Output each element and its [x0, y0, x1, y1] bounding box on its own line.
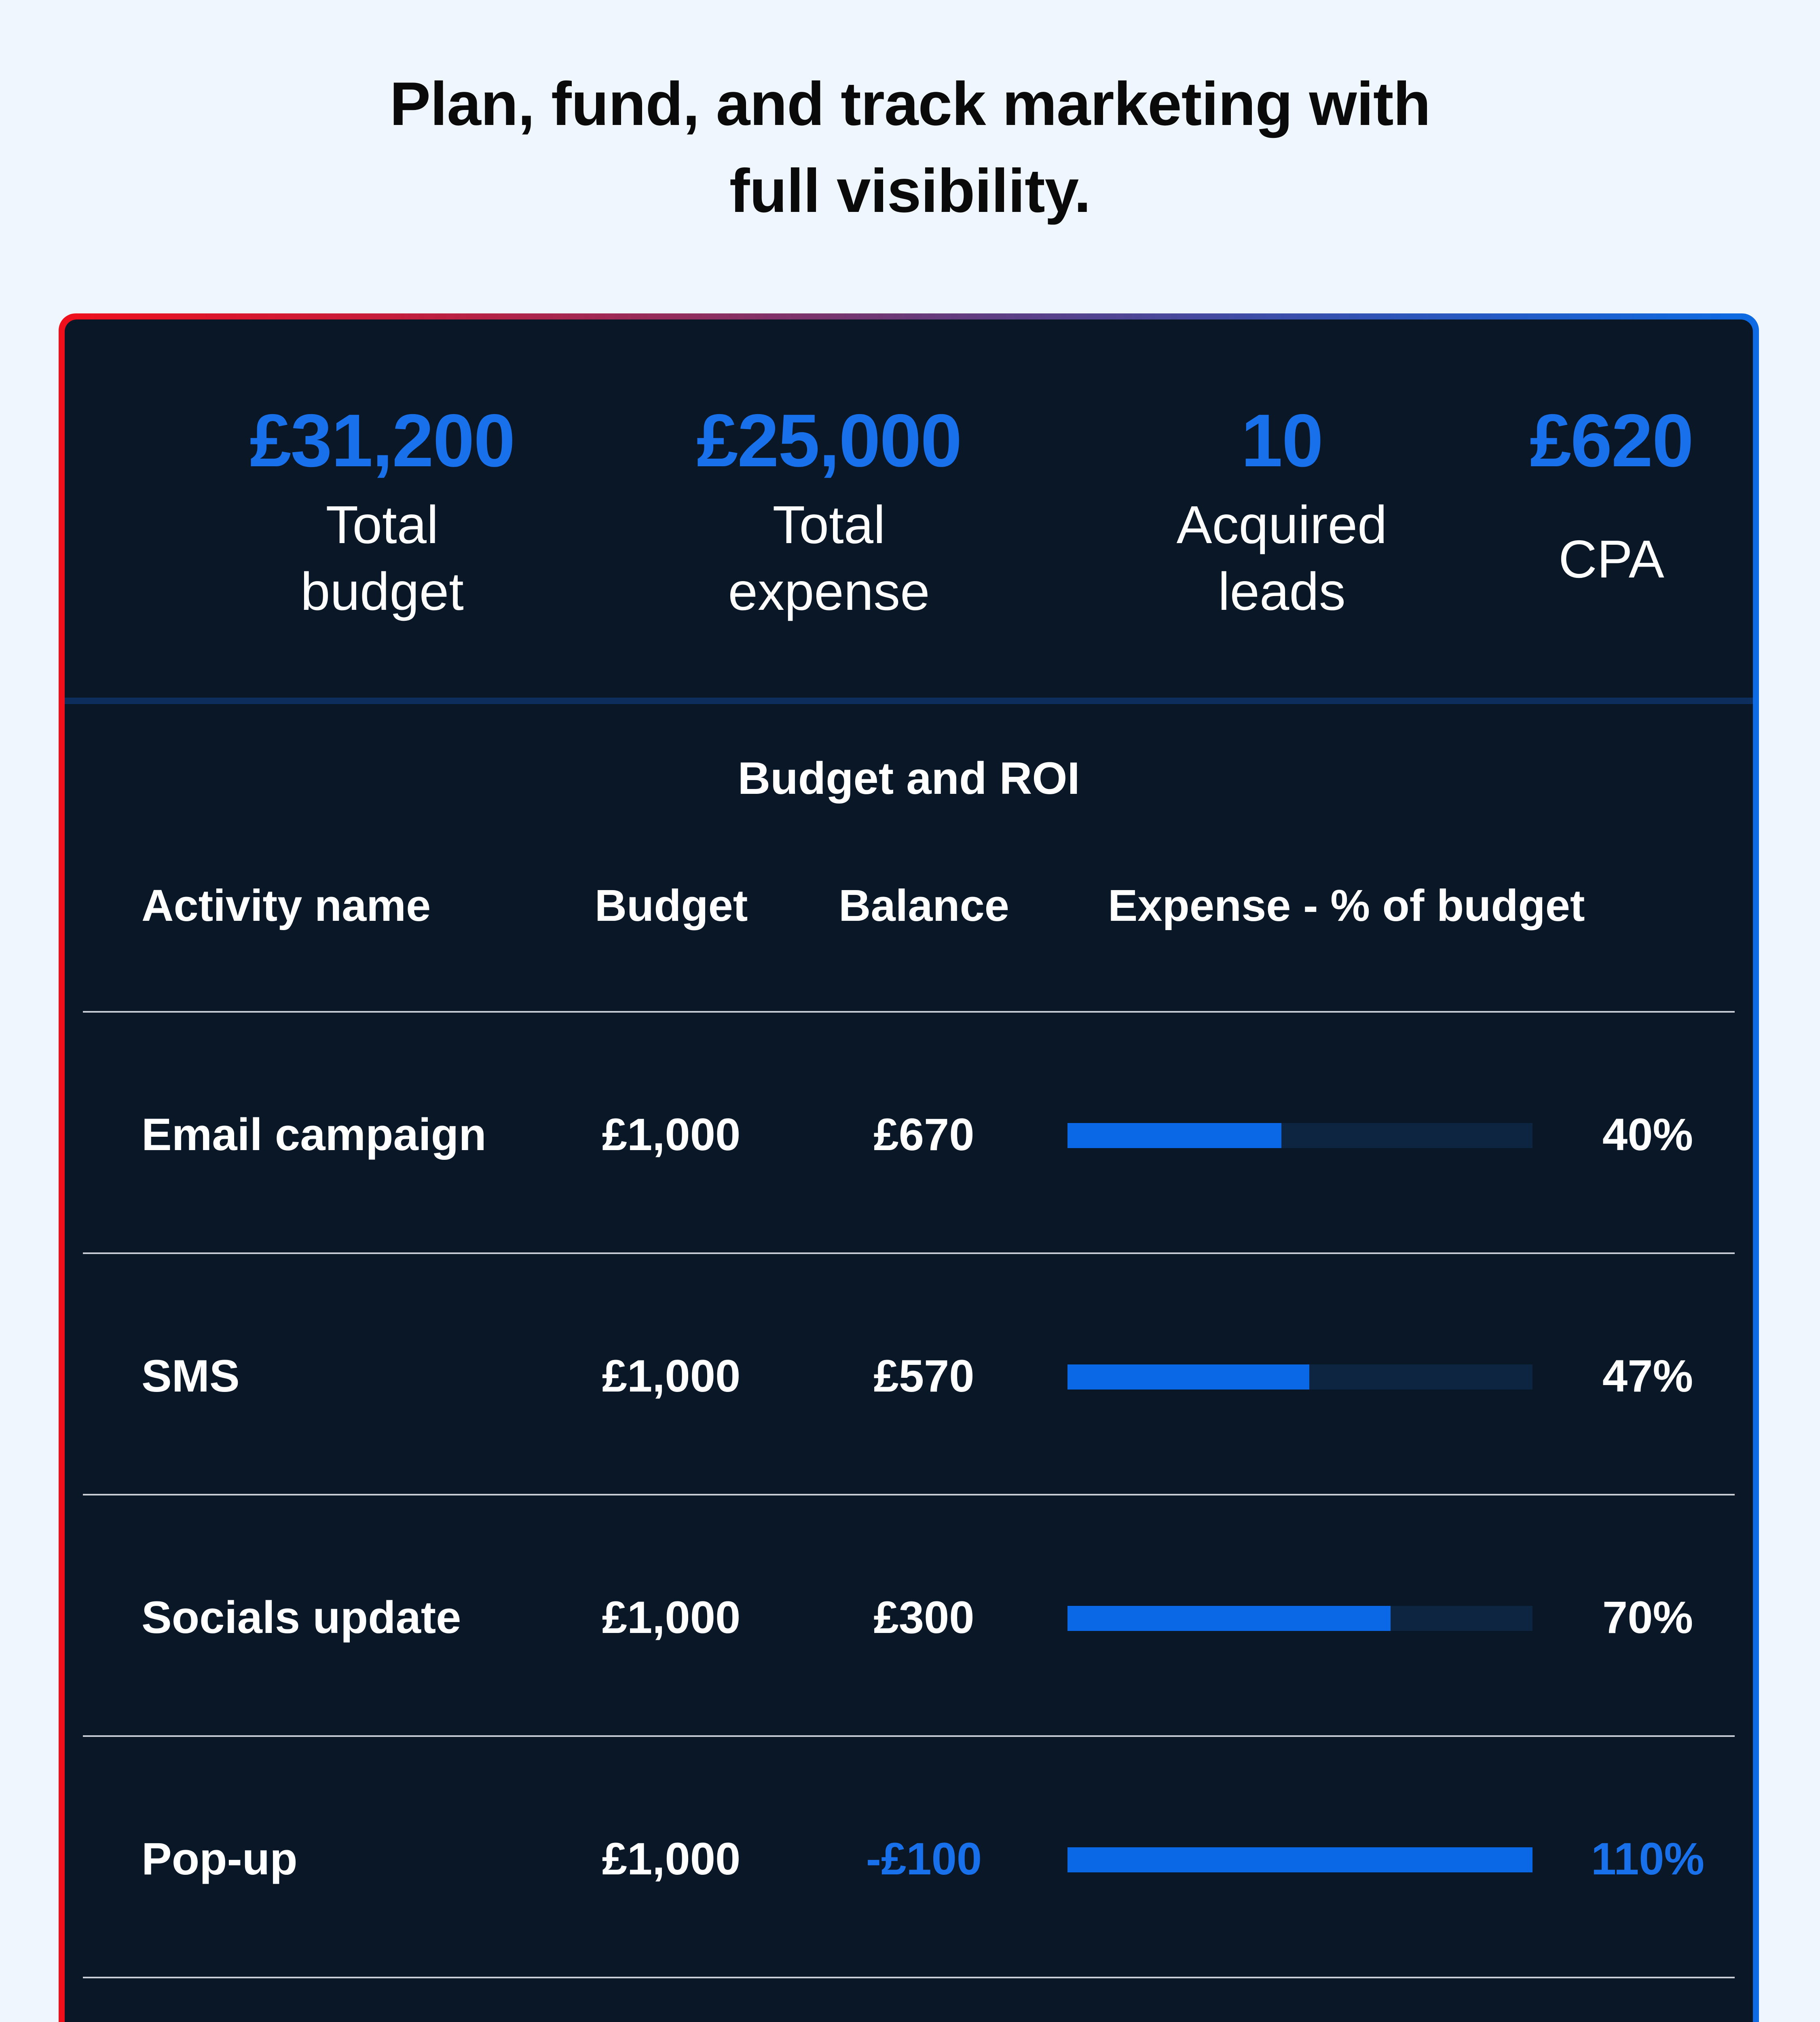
stat-label-line: Total [772, 495, 886, 554]
balance-value: £300 [873, 1592, 974, 1643]
expense-percent: 70% [1602, 1592, 1693, 1643]
headline-line-1: Plan, fund, and track marketing with [389, 70, 1431, 138]
row-divider [83, 1494, 1735, 1495]
section-divider [65, 698, 1753, 704]
table-title: Budget and ROI [738, 753, 1080, 804]
stat-label [1409, 526, 1753, 592]
expense-bar-track [1067, 1847, 1533, 1872]
stat-label [576, 491, 1082, 625]
expense-percent-over-budget: 110% [1591, 1834, 1705, 1884]
budget-value: £1,000 [602, 1834, 741, 1884]
budget-value: £1,000 [602, 1109, 741, 1160]
expense-bar-track [1067, 1606, 1533, 1631]
balance-value-negative: -£100 [866, 1834, 982, 1884]
stat-value: £620 [1530, 399, 1693, 482]
headline [0, 61, 1820, 235]
expense-bar-fill [1067, 1123, 1281, 1148]
expense-percent: 40% [1602, 1109, 1693, 1160]
stat-label [129, 491, 635, 625]
column-header-budget: Budget [594, 881, 748, 931]
expense-percent: 47% [1602, 1351, 1693, 1401]
table-row [65, 1011, 1753, 1252]
activity-name: Socials update [142, 1592, 461, 1643]
balance-value: £570 [873, 1351, 974, 1401]
stat-label-line: CPA [1558, 529, 1664, 589]
expense-bar-track [1067, 1123, 1533, 1148]
row-divider [83, 1011, 1735, 1013]
dashboard-card-border [59, 313, 1759, 2022]
stat-label-line: leads [1218, 562, 1346, 621]
expense-bar-track [1067, 1364, 1533, 1390]
stat-label-line: Acquired [1176, 495, 1387, 554]
stat-value: £31,200 [249, 399, 515, 482]
stat-label-line: Total [326, 495, 439, 554]
row-divider [83, 1735, 1735, 1737]
balance-value: £670 [873, 1109, 974, 1160]
table-row [65, 1252, 1753, 1494]
column-header-activity: Activity name [142, 881, 431, 931]
stat-label-line: expense [728, 562, 930, 621]
activity-name: Email campaign [142, 1109, 486, 1160]
expense-bar-fill [1067, 1847, 1533, 1872]
column-header-balance: Balance [839, 881, 1009, 931]
column-header-expense: Expense - % of budget [1108, 881, 1585, 931]
activity-name: Pop-up [142, 1834, 298, 1884]
headline-line-2: full visibility. [729, 157, 1091, 225]
activity-name: SMS [142, 1351, 240, 1401]
table-row [65, 1977, 1753, 2022]
stat-value: £25,000 [696, 399, 962, 482]
stat-value: 10 [1241, 399, 1323, 482]
stat-label-line: budget [300, 562, 464, 621]
table-row [65, 1735, 1753, 1977]
expense-bar-fill [1067, 1364, 1309, 1390]
expense-bar-fill [1067, 1606, 1391, 1631]
row-divider [83, 1977, 1735, 1978]
budget-value: £1,000 [602, 1592, 741, 1643]
budget-value: £1,000 [602, 1351, 741, 1401]
row-divider [83, 1252, 1735, 1254]
table-row [65, 1494, 1753, 1735]
dashboard-card [65, 319, 1753, 2022]
